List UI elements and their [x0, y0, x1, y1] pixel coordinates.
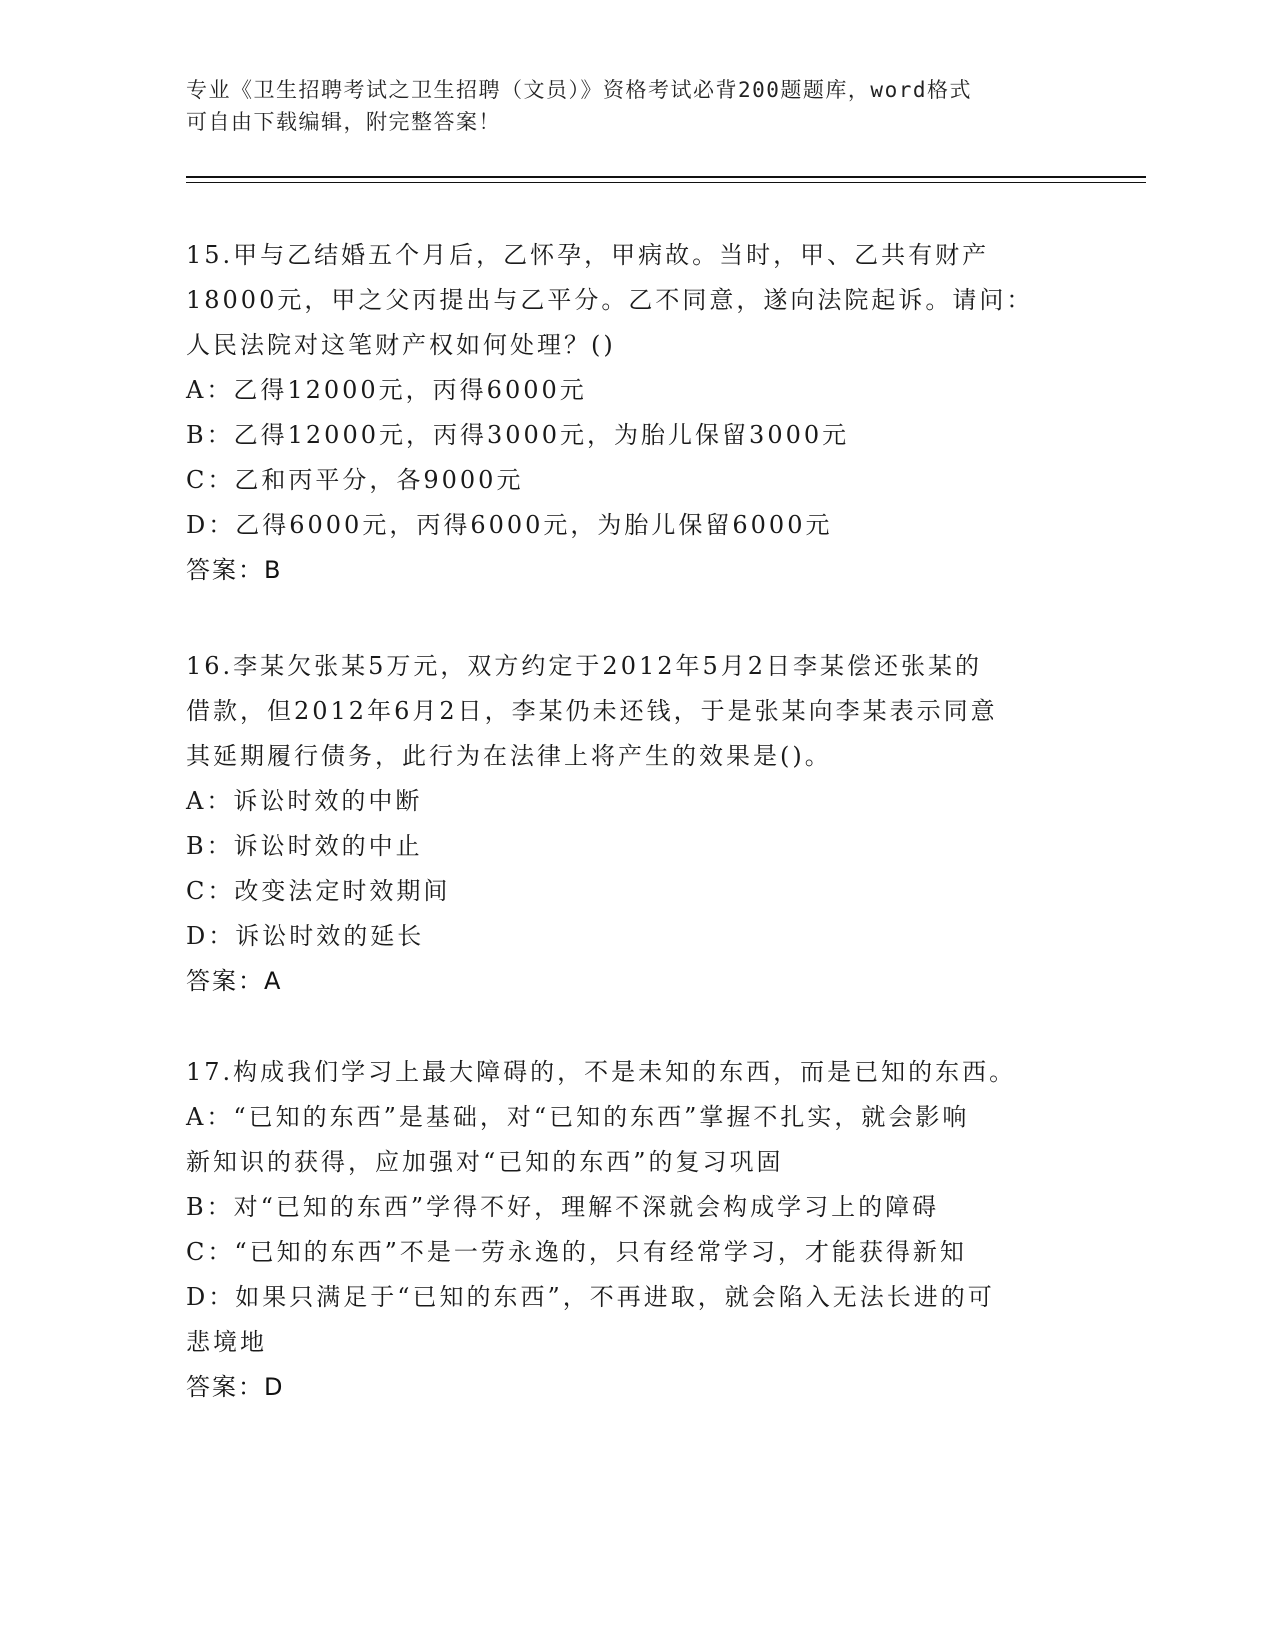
option-a: A：“已知的东西”是基础，对“已知的东西”掌握不扎实，就会影响: [186, 1103, 970, 1131]
question-text: 17.构成我们学习上最大障碍的，不是未知的东西，而是已知的东西。: [186, 1058, 1017, 1086]
option-a-continued: 新知识的获得，应加强对“已知的东西”的复习巩固: [186, 1148, 784, 1176]
question-text: 15.甲与乙结婚五个月后，乙怀孕，甲病故。当时，甲、乙共有财产: [186, 241, 990, 269]
option-d: D：如果只满足于“已知的东西”，不再进取，就会陷入无法长进的可: [186, 1283, 995, 1311]
option-b: B：诉讼时效的中止: [186, 832, 423, 860]
option-c: C：“已知的东西”不是一劳永逸的，只有经常学习，才能获得新知: [186, 1238, 967, 1266]
question-text: 人民法院对这笔财产权如何处理？(): [186, 331, 616, 359]
question-text: 18000元，甲之父丙提出与乙平分。乙不同意，遂向法院起诉。请问：: [186, 286, 1034, 314]
question-text: 借款，但2012年6月2日，李某仍未还钱，于是张某向李某表示同意: [186, 697, 998, 725]
option-d: D：诉讼时效的延长: [186, 922, 425, 950]
header-divider-top: [186, 176, 1146, 178]
answer-label: 答案：D: [186, 1373, 285, 1401]
option-a: A：乙得12000元，丙得6000元: [186, 376, 587, 404]
answer-label: 答案：A: [186, 967, 283, 995]
option-c: C：乙和丙平分，各9000元: [186, 466, 524, 494]
header-line-1: 专业《卫生招聘考试之卫生招聘（文员）》资格考试必背200题题库，word格式: [186, 78, 972, 102]
document-header: [186, 74, 1066, 138]
option-b: B：乙得12000元，丙得3000元，为胎儿保留3000元: [186, 421, 850, 449]
question-15: [186, 233, 1066, 593]
question-16: [186, 644, 1066, 1004]
question-17: [186, 1050, 1066, 1410]
option-c: C：改变法定时效期间: [186, 877, 451, 905]
answer-label: 答案：B: [186, 556, 283, 584]
option-d: D：乙得6000元，丙得6000元，为胎儿保留6000元: [186, 511, 833, 539]
option-b: B：对“已知的东西”学得不好，理解不深就会构成学习上的障碍: [186, 1193, 940, 1221]
header-divider-bottom: [186, 182, 1146, 183]
question-text: 其延期履行债务，此行为在法律上将产生的效果是()。: [186, 742, 832, 770]
header-line-2: 可自由下载编辑，附完整答案！: [186, 110, 501, 134]
option-d-continued: 悲境地: [186, 1328, 267, 1356]
question-text: 16.李某欠张某5万元，双方约定于2012年5月2日李某偿还张某的: [186, 652, 983, 680]
option-a: A：诉讼时效的中断: [186, 787, 423, 815]
